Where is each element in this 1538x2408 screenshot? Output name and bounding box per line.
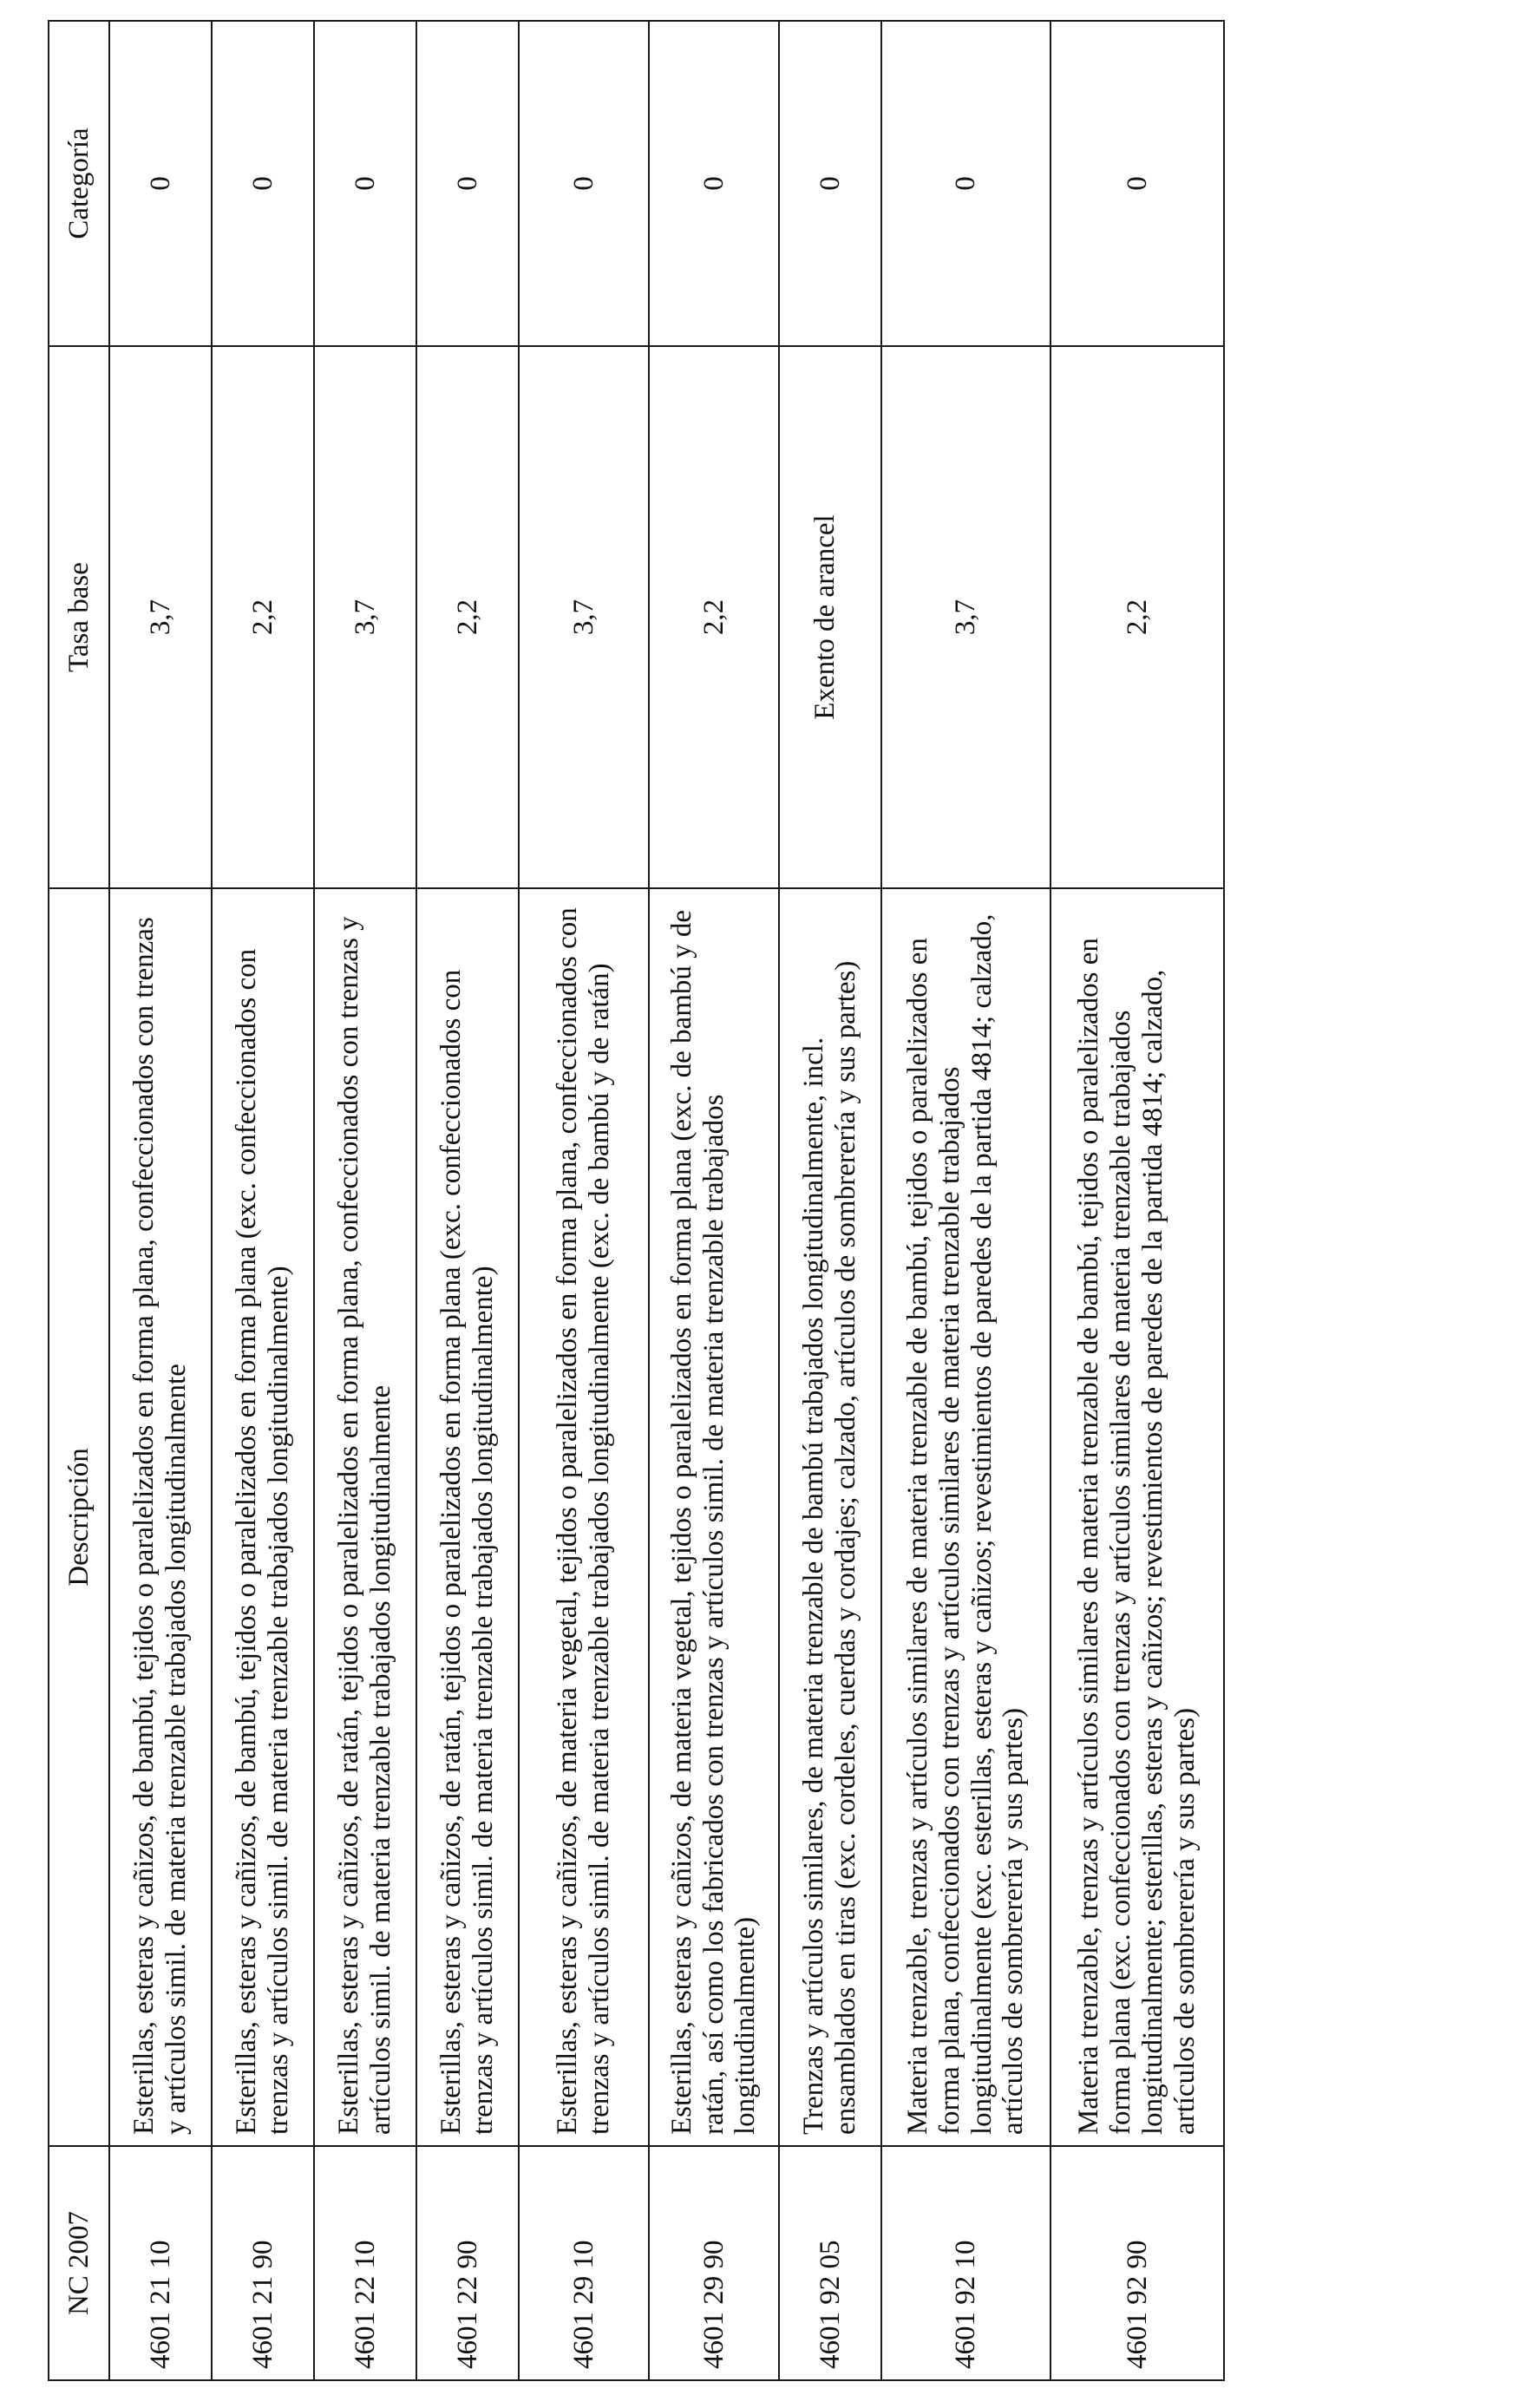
table-body bbox=[109, 21, 1224, 2380]
cell-base-rate: 3,7 bbox=[881, 346, 1050, 888]
header-code: NC 2007 bbox=[49, 2146, 109, 2380]
table-row bbox=[212, 21, 314, 2380]
cell-description: Esterillas, esteras y cañizos, de materia vegetal, tejidos o paralelizados en forma plana, confeccionados con trenzas y artículos simil. de materia trenzable trabajados longitudinalmente (exc. de bambú y de ratán) bbox=[519, 888, 649, 2146]
cell-base-rate: 2,2 bbox=[649, 346, 779, 888]
cell-description: Trenzas y artículos similares, de materia trenzable de bambú trabajados longitudinalmente, incl. ensamblados en tiras (exc. cordeles, cuerdas y cordajes; calzado, artículos de sombrerería y sus partes) bbox=[779, 888, 881, 2146]
cell-description: Materia trenzable, trenzas y artículos similares de materia trenzable de bambú, tejidos o paralelizados en forma plana, confeccionados con trenzas y artículos similares de materia trenzable trabajados longitudinalmente (exc. esterillas, esteras y cañizos; revestimientos de paredes de la partida 4814; calzado, artículos de sombrerería y sus partes) bbox=[881, 888, 1050, 2146]
table-row bbox=[519, 21, 649, 2380]
cell-category: 0 bbox=[212, 21, 314, 346]
cell-category: 0 bbox=[779, 21, 881, 346]
cell-code: 4601 21 10 bbox=[109, 2146, 212, 2380]
cell-category: 0 bbox=[881, 21, 1050, 346]
table-row bbox=[1050, 21, 1224, 2380]
cell-code: 4601 92 05 bbox=[779, 2146, 881, 2380]
table-row bbox=[416, 21, 519, 2380]
cell-base-rate: 2,2 bbox=[212, 346, 314, 888]
header-category: Categoría bbox=[49, 21, 109, 346]
cell-description: Esterillas, esteras y cañizos, de bambú, tejidos o paralelizados en forma plana (exc. confeccionados con trenzas y artículos simil. de materia trenzable trabajados longitudinalmente) bbox=[212, 888, 314, 2146]
cell-code: 4601 22 10 bbox=[314, 2146, 416, 2380]
rotated-page bbox=[48, 22, 1201, 2381]
cell-category: 0 bbox=[649, 21, 779, 346]
cell-category: 0 bbox=[1050, 21, 1224, 346]
cell-description: Esterillas, esteras y cañizos, de ratán, tejidos o paralelizados en forma plana (exc. confeccionados con trenzas y artículos simil. de materia trenzable trabajados longitudinalmente) bbox=[416, 888, 519, 2146]
cell-base-rate: 3,7 bbox=[109, 346, 212, 888]
cell-base-rate: 2,2 bbox=[416, 346, 519, 888]
cell-category: 0 bbox=[314, 21, 416, 346]
cell-category: 0 bbox=[416, 21, 519, 346]
cell-base-rate: Exento de arancel bbox=[779, 346, 881, 888]
cell-code: 4601 22 90 bbox=[416, 2146, 519, 2380]
cell-category: 0 bbox=[519, 21, 649, 346]
table-row bbox=[109, 21, 212, 2380]
table-header bbox=[49, 21, 109, 2380]
table-row bbox=[649, 21, 779, 2380]
cell-base-rate: 3,7 bbox=[314, 346, 416, 888]
cell-code: 4601 92 10 bbox=[881, 2146, 1050, 2380]
cell-code: 4601 21 90 bbox=[212, 2146, 314, 2380]
header-description: Descripción bbox=[49, 888, 109, 2146]
table-row bbox=[779, 21, 881, 2380]
table-row bbox=[314, 21, 416, 2380]
cell-base-rate: 2,2 bbox=[1050, 346, 1224, 888]
cell-base-rate: 3,7 bbox=[519, 346, 649, 888]
tariff-table bbox=[48, 20, 1225, 2381]
cell-description: Esterillas, esteras y cañizos, de materia vegetal, tejidos o paralelizados en forma plana (exc. de bambú y de ratán, así como los fabricados con trenzas y artículos simil. de materia trenzable trabajados longitudinalmente) bbox=[649, 888, 779, 2146]
cell-code: 4601 29 90 bbox=[649, 2146, 779, 2380]
cell-description: Esterillas, esteras y cañizos, de ratán, tejidos o paralelizados en forma plana, confeccionados con trenzas y artículos simil. de materia trenzable trabajados longitudinalmente bbox=[314, 888, 416, 2146]
cell-category: 0 bbox=[109, 21, 212, 346]
cell-code: 4601 29 10 bbox=[519, 2146, 649, 2380]
table-row bbox=[881, 21, 1050, 2380]
cell-description: Esterillas, esteras y cañizos, de bambú, tejidos o paralelizados en forma plana, confeccionados con trenzas y artículos simil. de materia trenzable trabajados longitudinalmente bbox=[109, 888, 212, 2146]
header-base-rate: Tasa base bbox=[49, 346, 109, 888]
cell-description: Materia trenzable, trenzas y artículos similares de materia trenzable de bambú, tejidos o paralelizados en forma plana (exc. confeccionados con trenzas y artículos similares de materia trenzable trabajados longitudinalmente; esterillas, esteras y cañizos; revestimientos de paredes de la partida 4814; calzado, artículos de sombrerería y sus partes) bbox=[1050, 888, 1224, 2146]
cell-code: 4601 92 90 bbox=[1050, 2146, 1224, 2380]
header-row bbox=[49, 21, 109, 2380]
